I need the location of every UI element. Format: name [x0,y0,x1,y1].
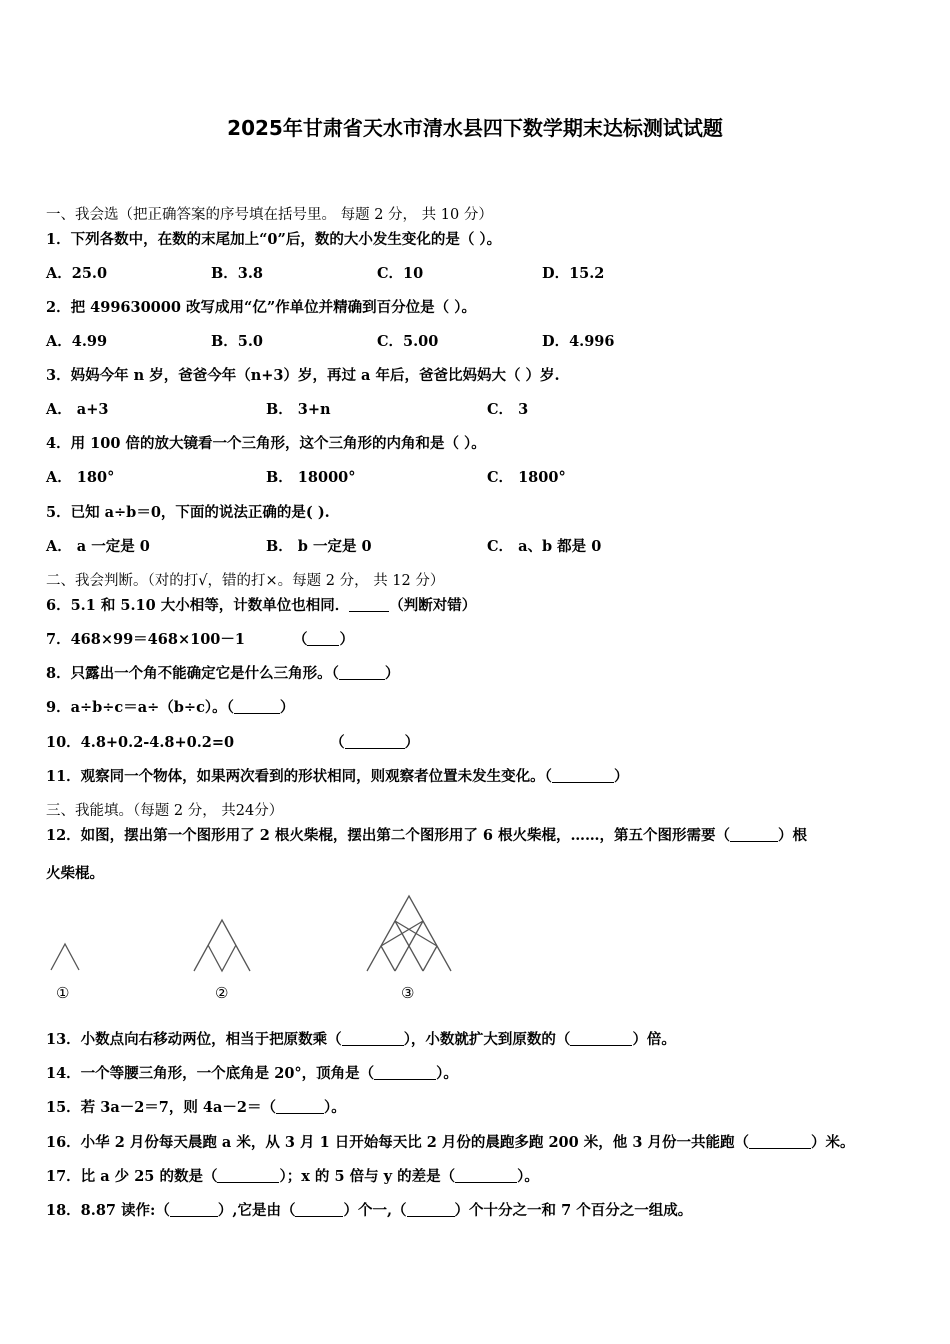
question-5: 5．已知 a÷b＝0，下面的说法正确的是( ). [46,504,330,521]
q13-blank-1[interactable] [342,1031,404,1047]
q17-text-c: ）。 [517,1168,539,1185]
q18-text-d: ）个十分之一和 7 个百分之一组成。 [454,1202,693,1219]
q16-text-a: 16．小华 2 月份每天晨跑 a 米，从 3 月 1 日开始每天比 2 月份的晨跑多跑 200 米，他 3 月份一共能跑（ [46,1134,749,1151]
q7-paren-open: （ [292,631,308,648]
question-3: 3．妈妈今年 n 岁，爸爸今年（n+3）岁，再过 a 年后，爸爸比妈妈大（ ）岁. [46,367,560,384]
q17-text-b: ）；x 的 5 倍与 y 的差是（ [279,1168,456,1185]
question-14 [46,1062,458,1083]
q10-text: 10．4.8+0.2-4.8+0.2=0 [46,734,235,751]
q18-blank-3[interactable] [407,1202,455,1218]
q17-blank-2[interactable] [455,1168,517,1184]
section-3-heading: 三、我能填。（每题 2 分， 共24分） [46,803,284,819]
q18-blank-1[interactable] [170,1202,218,1218]
q9-text: 9．a÷b÷c＝a÷（b÷c）。（ [46,699,234,716]
q14-blank[interactable] [374,1065,436,1081]
question-12-continued: 火柴棍。 [46,865,104,882]
q7-paren-close: ） [339,631,354,648]
page-title: 2025年甘肃省天水市清水县四下数学期末达标测试试题 [227,116,723,140]
q17-blank-1[interactable] [217,1168,279,1184]
q12-text: 12．如图，摆出第一个图形用了 2 根火柴棍，摆出第二个图形用了 6 根火柴棍，……，第五个图形需要（ [46,827,731,844]
q4-option-c: C． 1800° [487,469,566,486]
question-1: 1．下列各数中，在数的末尾加上“0”后，数的大小发生变化的是（ ）。 [46,231,502,248]
q18-text-a: 18．8.87 读作:（ [46,1202,170,1219]
section-1-heading: 一、我会选（把正确答案的序号填在括号里。 每题 2 分， 共 10 分） [46,207,493,223]
question-15 [46,1096,346,1117]
q1-option-b: B．3.8 [211,265,263,282]
q3-option-b: B． 3+n [266,401,331,418]
q1-option-a: A．25.0 [46,265,108,282]
q6-text: 6．5.1 和 5.10 大小相等，计数单位也相同． [46,597,350,614]
q14-text-a: 14．一个等腰三角形，一个底角是 20°，顶角是（ [46,1065,375,1082]
q9-paren-close: ） [279,699,295,716]
figure-3-label: ③ [401,984,415,1002]
figure-3-shape [367,896,451,971]
q18-blank-2[interactable] [295,1202,343,1218]
q15-text-b: ）。 [324,1099,346,1116]
question-2: 2．把 499630000 改写成用“亿”作单位并精确到百分位是（ ）。 [46,299,476,316]
q1-option-c: C．10 [377,265,424,282]
q5-option-a: A． a 一定是 0 [46,538,150,555]
figure-1-label: ① [56,984,70,1002]
section-2-heading: 二、我会判断。（对的打√，错的打×。每题 2 分， 共 12 分） [46,573,445,589]
figure-2-label: ② [215,984,229,1002]
figure-2-shape [194,920,250,971]
q16-text-b: ）米。 [810,1134,855,1151]
q10-paren-open: （ [330,734,345,751]
q5-option-c: C． a、b 都是 0 [487,538,602,555]
question-18 [46,1199,692,1220]
question-17 [46,1165,539,1186]
q18-text-c: ）个一,（ [343,1202,407,1219]
q10-paren-close: ） [404,734,420,751]
q15-text-a: 15．若 3a－2＝7，则 4a－2＝（ [46,1099,277,1116]
q8-text: 8．只露出一个角不能确定它是什么三角形。（ [46,665,339,682]
q13-text-c: ）倍。 [632,1031,676,1048]
q6-suffix: （判断对错） [389,597,477,614]
q2-option-d: D．4.996 [542,333,615,350]
q13-text-a: 13．小数点向右移动两位，相当于把原数乘（ [46,1031,342,1048]
q7-text: 7．468×99＝468×100－1 [46,631,245,648]
q4-option-b: B． 18000° [266,469,356,486]
q2-option-c: C．5.00 [377,333,439,350]
q14-text-b: ）。 [436,1065,458,1082]
q5-option-b: B． b 一定是 0 [266,538,372,555]
question-4: 4．用 100 倍的放大镜看一个三角形，这个三角形的内角和是（ ）。 [46,435,486,452]
q17-text-a: 17．比 a 少 25 的数是（ [46,1168,218,1185]
q18-text-b: ）,它是由（ [217,1202,296,1219]
question-13 [46,1028,676,1049]
question-16 [46,1131,854,1152]
q12-text-end: ）根 [778,827,808,844]
q2-option-b: B．5.0 [211,333,263,350]
q1-option-d: D．15.2 [542,265,605,282]
q3-option-a: A． a+3 [46,401,109,418]
q13-text-b: ），小数就扩大到原数的（ [403,1031,571,1048]
q2-option-a: A．4.99 [46,333,108,350]
q4-option-a: A． 180° [46,469,115,486]
q8-paren-close: ） [384,665,400,682]
q11-paren-close: ） [613,768,629,785]
q16-blank[interactable] [749,1134,811,1150]
figure-1-shape [51,944,79,970]
q3-option-c: C． 3 [487,401,529,418]
q11-text: 11．观察同一个物体，如果两次看到的形状相同，则观察者位置未发生变化。（ [46,768,552,785]
q15-blank[interactable] [276,1099,324,1115]
q13-blank-2[interactable] [570,1031,632,1047]
